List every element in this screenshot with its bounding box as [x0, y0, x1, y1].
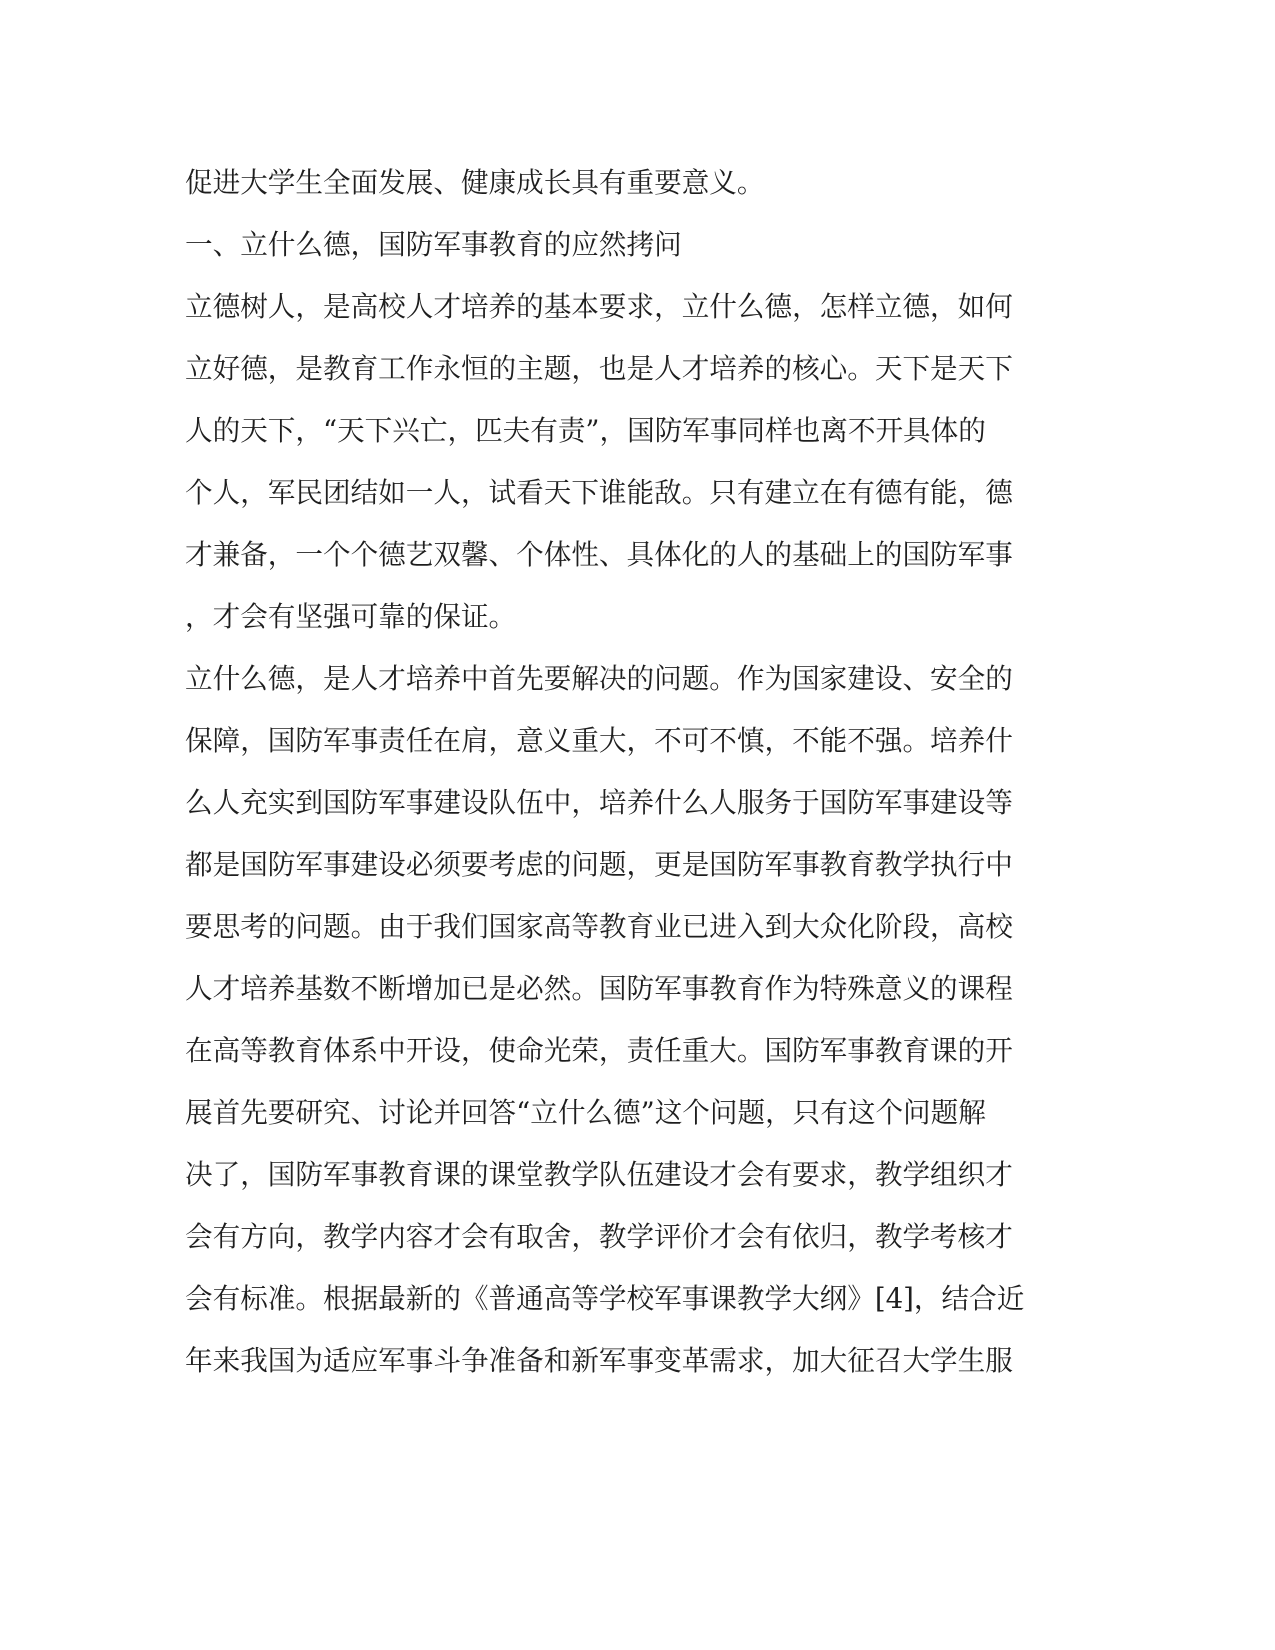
paragraph-line: 人才培养基数不断增加已是必然。国防军事教育作为特殊意义的课程: [185, 972, 1013, 1005]
paragraph-line: ，才会有坚强可靠的保证。: [185, 600, 517, 633]
continuation-line: 促进大学生全面发展、健康成长具有重要意义。: [185, 166, 765, 199]
paragraph-line: 会有方向，教学内容才会有取舍，教学评价才会有依归，教学考核才: [185, 1220, 1013, 1253]
paragraph-line: 都是国防军事建设必须要考虑的问题，更是国防军事教育教学执行中: [185, 848, 1013, 881]
paragraph-line: 决了，国防军事教育课的课堂教学队伍建设才会有要求，教学组织才: [185, 1158, 1013, 1191]
paragraph-line: 人的天下，“天下兴亡，匹夫有责”，国防军事同样也离不开具体的: [185, 414, 986, 447]
paragraph-line: 保障，国防军事责任在肩，意义重大，不可不慎，不能不强。培养什: [185, 724, 1013, 757]
paragraph-line: 要思考的问题。由于我们国家高等教育业已进入到大众化阶段，高校: [185, 910, 1013, 943]
paragraph-line: 会有标准。根据最新的《普通高等学校军事课教学大纲》[4]，结合近: [185, 1282, 1025, 1315]
paragraph-line: 才兼备，一个个德艺双馨、个体性、具体化的人的基础上的国防军事: [185, 538, 1013, 571]
paragraph-line: 展首先要研究、讨论并回答“立什么德”这个问题，只有这个问题解: [185, 1096, 986, 1129]
section-heading: 一、立什么德，国防军事教育的应然拷问: [185, 228, 682, 261]
paragraph-line: 立德树人，是高校人才培养的基本要求，立什么德，怎样立德，如何: [185, 290, 1013, 323]
paragraph-line: 立好德，是教育工作永恒的主题，也是人才培养的核心。天下是天下: [185, 352, 1013, 385]
paragraph-line: 个人，军民团结如一人，试看天下谁能敌。只有建立在有德有能，德: [185, 476, 1013, 509]
document-body: [185, 152, 1185, 1392]
paragraph-line: 在高等教育体系中开设，使命光荣，责任重大。国防军事教育课的开: [185, 1034, 1013, 1067]
paragraph-line: 立什么德，是人才培养中首先要解决的问题。作为国家建设、安全的: [185, 662, 1013, 695]
paragraph-line: 年来我国为适应军事斗争准备和新军事变革需求，加大征召大学生服: [185, 1344, 1013, 1377]
paragraph-2: [185, 648, 1185, 1392]
paragraph-1: [185, 276, 1185, 648]
paragraph-line: 么人充实到国防军事建设队伍中，培养什么人服务于国防军事建设等: [185, 786, 1013, 819]
